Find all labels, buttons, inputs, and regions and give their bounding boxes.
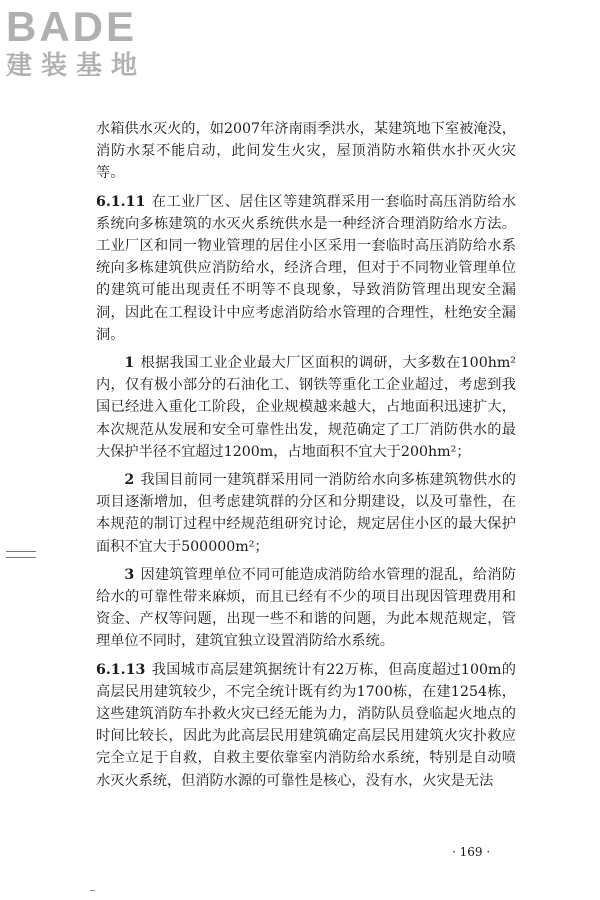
document-body xyxy=(96,118,516,792)
paragraph-text: 我国目前同一建筑群采用同一消防给水向多栋建筑物供水的项目逐渐增加，但考虑建筑群的分区和分期建设，以及可靠性，在本规范的制订过程中经规范组研究讨论，规定居住小区的最大保护面积不宜大于500000m²； xyxy=(96,472,516,555)
item-number: 3 xyxy=(124,566,135,583)
paragraph-text: 我国城市高层建筑据统计有22万栋，但高度超过100m的高层民用建筑较少，不完全统计既有约为1700栋，在建1254栋，这些建筑消防车扑救火灾已经无能为力，消防队员登临起火地点的时间比较长，因此为此高层民用建筑确定高层民用建筑火灾扑救应完全立足于自救，自救主要依靠室内消防给水系统，特别是自动喷水灭火系统，但消防水源的可靠性是核心，没有水，火灾是无法 xyxy=(96,661,516,789)
clause-number: 6.1.11 xyxy=(96,193,146,210)
page-number: · 169 · xyxy=(452,845,491,859)
clause-6-1-11 xyxy=(96,191,516,346)
paragraph-text: 因建筑管理单位不同可能造成消防给水管理的混乱，给消防给水的可靠性带来麻烦，而且已经有不少的项目出现因管理费用和资金、产权等问题，出现一些不和谐的问题，为此本规范规定，管理单位不同时，建筑宜独立设置消防给水系统。 xyxy=(96,566,516,650)
logo-chinese-name: 建装基地 xyxy=(6,51,147,81)
list-item-1 xyxy=(96,352,516,463)
list-item-3 xyxy=(96,564,516,653)
item-number: 1 xyxy=(124,355,135,372)
paragraph-continuation xyxy=(96,118,516,185)
item-number: 2 xyxy=(124,472,135,489)
bade-logo xyxy=(6,4,176,82)
binding-edge-mark xyxy=(6,551,36,558)
footer-mark xyxy=(90,890,95,891)
clause-number: 6.1.13 xyxy=(96,661,146,678)
clause-6-1-13 xyxy=(96,659,516,792)
logo-wordmark: BADE xyxy=(6,3,138,50)
list-item-2 xyxy=(96,469,516,558)
paragraph-text: 水箱供水灭火的，如2007年济南雨季洪水，某建筑地下室被淹没，消防水泵不能启动，此间发生火灾，屋顶消防水箱供水扑灭火灾等。 xyxy=(96,121,516,182)
paragraph-text: 根据我国工业企业最大厂区面积的调研，大多数在100hm² 内，仅有极小部分的石油化工、钢铁等重化工企业超过，考虑到我国已经进入重化工阶段，企业规模越来越大，占地面积迅速扩大，本次规范从发展和安全可靠性出发，规范确定了工厂消防供水的最大保护半径不宜超过1200m，占地面积不宜大于200hm²； xyxy=(96,355,516,460)
paragraph-text: 在工业厂区、居住区等建筑群采用一套临时高压消防给水系统向多栋建筑的水灭火系统供水是一种经济合理消防给水方法。工业厂区和同一物业管理的居住小区采用一套临时高压消防给水系统向多栋建筑供应消防给水，经济合理，但对于不同物业管理单位的建筑可能出现责任不明等不良现象，导致消防管理出现安全漏洞，因此在工程设计中应考虑消防给水管理的合理性，杜绝安全漏洞。 xyxy=(96,193,516,343)
